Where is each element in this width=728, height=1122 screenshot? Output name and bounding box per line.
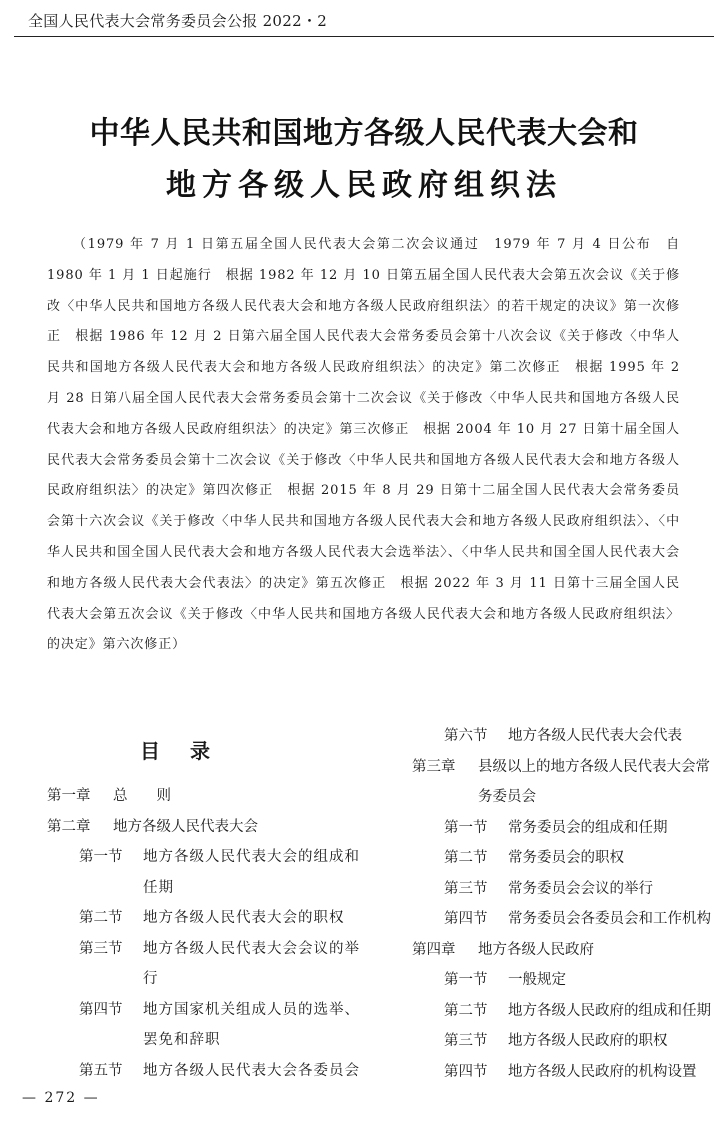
toc-entry bbox=[47, 781, 367, 812]
toc-entry-number: 第四节 bbox=[444, 911, 488, 927]
toc-entry-number: 第二节 bbox=[444, 1002, 488, 1019]
toc-entry bbox=[47, 842, 367, 903]
toc-entry-title: 地方各级人民代表大会 bbox=[113, 818, 258, 835]
toc-entry-number: 第一节 bbox=[444, 972, 488, 988]
toc-entry bbox=[412, 996, 717, 1027]
toc-entry-title: 常务委员会的组成和任期 bbox=[508, 819, 668, 836]
toc-entry-title: 地方各级人民代表大会的组成和任期 bbox=[143, 849, 360, 896]
toc-entry-title: 地方各级人民代表大会会议的举行 bbox=[143, 940, 360, 987]
toc-entry bbox=[412, 965, 717, 996]
toc-entry-title: 县级以上的地方各级人民代表大会常务委员会 bbox=[478, 758, 710, 805]
toc-entry-title: 地方各级人民代表大会各委员会 bbox=[143, 1062, 360, 1079]
toc-entry bbox=[412, 752, 717, 813]
toc-entry-number: 第四章 bbox=[412, 941, 456, 958]
toc-entry bbox=[47, 934, 367, 995]
law-title-line-2: 地方各级人民政府组织法 bbox=[166, 168, 562, 203]
running-header: 全国人民代表大会常务委员会公报 2022・2 bbox=[28, 12, 328, 30]
toc-entry bbox=[412, 1057, 717, 1088]
toc-entry bbox=[412, 904, 717, 935]
toc-entry bbox=[47, 903, 367, 934]
toc-entry bbox=[412, 874, 717, 905]
toc-entry-number: 第五节 bbox=[79, 1062, 123, 1079]
toc-entry bbox=[412, 1026, 717, 1057]
toc-entry bbox=[412, 843, 717, 874]
page-number: — 272 — bbox=[22, 1090, 100, 1106]
toc-entry-number: 第三节 bbox=[444, 880, 488, 897]
toc-entry-title: 地方各级人民政府 bbox=[478, 941, 594, 958]
toc-heading: 目录 bbox=[140, 739, 240, 763]
toc-entry-title: 总 则 bbox=[113, 788, 171, 804]
toc-entry-title: 地方各级人民代表大会代表 bbox=[508, 728, 682, 744]
toc-entry-number: 第六节 bbox=[444, 728, 488, 744]
toc-entry-title: 常务委员会各委员会和工作机构 bbox=[508, 911, 711, 927]
toc-entry-number: 第三节 bbox=[444, 1033, 488, 1049]
toc-entry-title: 常务委员会会议的举行 bbox=[508, 880, 653, 897]
toc-entry-title: 常务委员会的职权 bbox=[508, 850, 624, 866]
toc-entry-number: 第四节 bbox=[444, 1063, 488, 1080]
toc-entry-title: 地方各级人民政府的组成和任期 bbox=[508, 1002, 711, 1019]
toc-entry-title: 地方各级人民政府的机构设置 bbox=[508, 1063, 697, 1080]
toc-entry-number: 第四节 bbox=[79, 1001, 123, 1018]
adoption-history-note: （1979 年 7 月 1 日第五届全国人民代表大会第二次会议通过 1979 年 7 月 4 日公布 自 1980 年 1 月 1 日起施行 根据 1982 年 12 月 10 日第五届全国人民代表大会第五次会议《关于修改〈中华人民共和国地方各级人民代表大会和地方各级人民政府组织法〉的若干规定的决议》第一次修正 根据 1986 年 12 月 2 日第六届全国人民代表大会常务委员会第十八次会议《关于修改〈中华人民共和国地方各级人民代表大会和地方各级人民政府组织法〉的决定》第二次修正 根据 1995 年 2 月 28 日第八届全国人民代表大会常务委员会第十二次会议《关于修改〈中华人民共和国地方各级人民代表大会和地方各级人民政府组织法〉的决定》第三次修正 根据 2004 年 10 月 27 日第十届全国人民代表大会常务委员会第十二次会议《关于修改〈中华人民共和国地方各级人民代表大会和地方各级人民政府组织法〉的决定》第四次修正 根据 2015 年 8 月 29 日第十二届全国人民代表大会常务委员会第十六次会议《关于修改〈中华人民共和国地方各级人民代表大会和地方各级人民政府组织法〉、〈中华人民共和国全国人民代表大会和地方各级人民代表大会选举法〉、〈中华人民共和国全国人民代表大会和地方各级人民代表大会代表法〉的决定》第五次修正 根据 2022 年 3 月 11 日第十三届全国人民代表大会第五次会议《关于修改〈中华人民共和国地方各级人民代表大会和地方各级人民政府组织法〉的决定》第六次修正） bbox=[47, 237, 680, 653]
toc-left-column bbox=[47, 781, 367, 1086]
header-rule bbox=[14, 36, 714, 37]
toc-entry-title: 一般规定 bbox=[508, 972, 566, 988]
toc-entry bbox=[47, 995, 367, 1056]
toc-entry-number: 第一节 bbox=[79, 849, 123, 865]
toc-entry bbox=[47, 812, 367, 843]
toc-right-column bbox=[412, 721, 717, 1087]
toc-entry-number: 第一章 bbox=[47, 788, 91, 804]
toc-entry-title: 地方各级人民政府的职权 bbox=[508, 1033, 668, 1049]
toc-entry bbox=[412, 721, 717, 752]
toc-entry bbox=[412, 935, 717, 966]
toc-entry-number: 第三章 bbox=[412, 758, 456, 775]
toc-entry-number: 第二节 bbox=[444, 850, 488, 866]
toc-entry-number: 第二章 bbox=[47, 818, 91, 835]
toc-entry-number: 第二节 bbox=[79, 910, 123, 926]
toc-entry-title: 地方国家机关组成人员的选举、罢免和辞职 bbox=[143, 1001, 360, 1048]
toc-entry-number: 第三节 bbox=[79, 940, 123, 957]
law-title-line-1: 中华人民共和国地方各级人民代表大会和 bbox=[89, 116, 639, 151]
toc-entry bbox=[47, 1056, 367, 1087]
toc-entry-number: 第一节 bbox=[444, 819, 488, 836]
toc-entry bbox=[412, 813, 717, 844]
toc-entry-title: 地方各级人民代表大会的职权 bbox=[143, 910, 345, 926]
